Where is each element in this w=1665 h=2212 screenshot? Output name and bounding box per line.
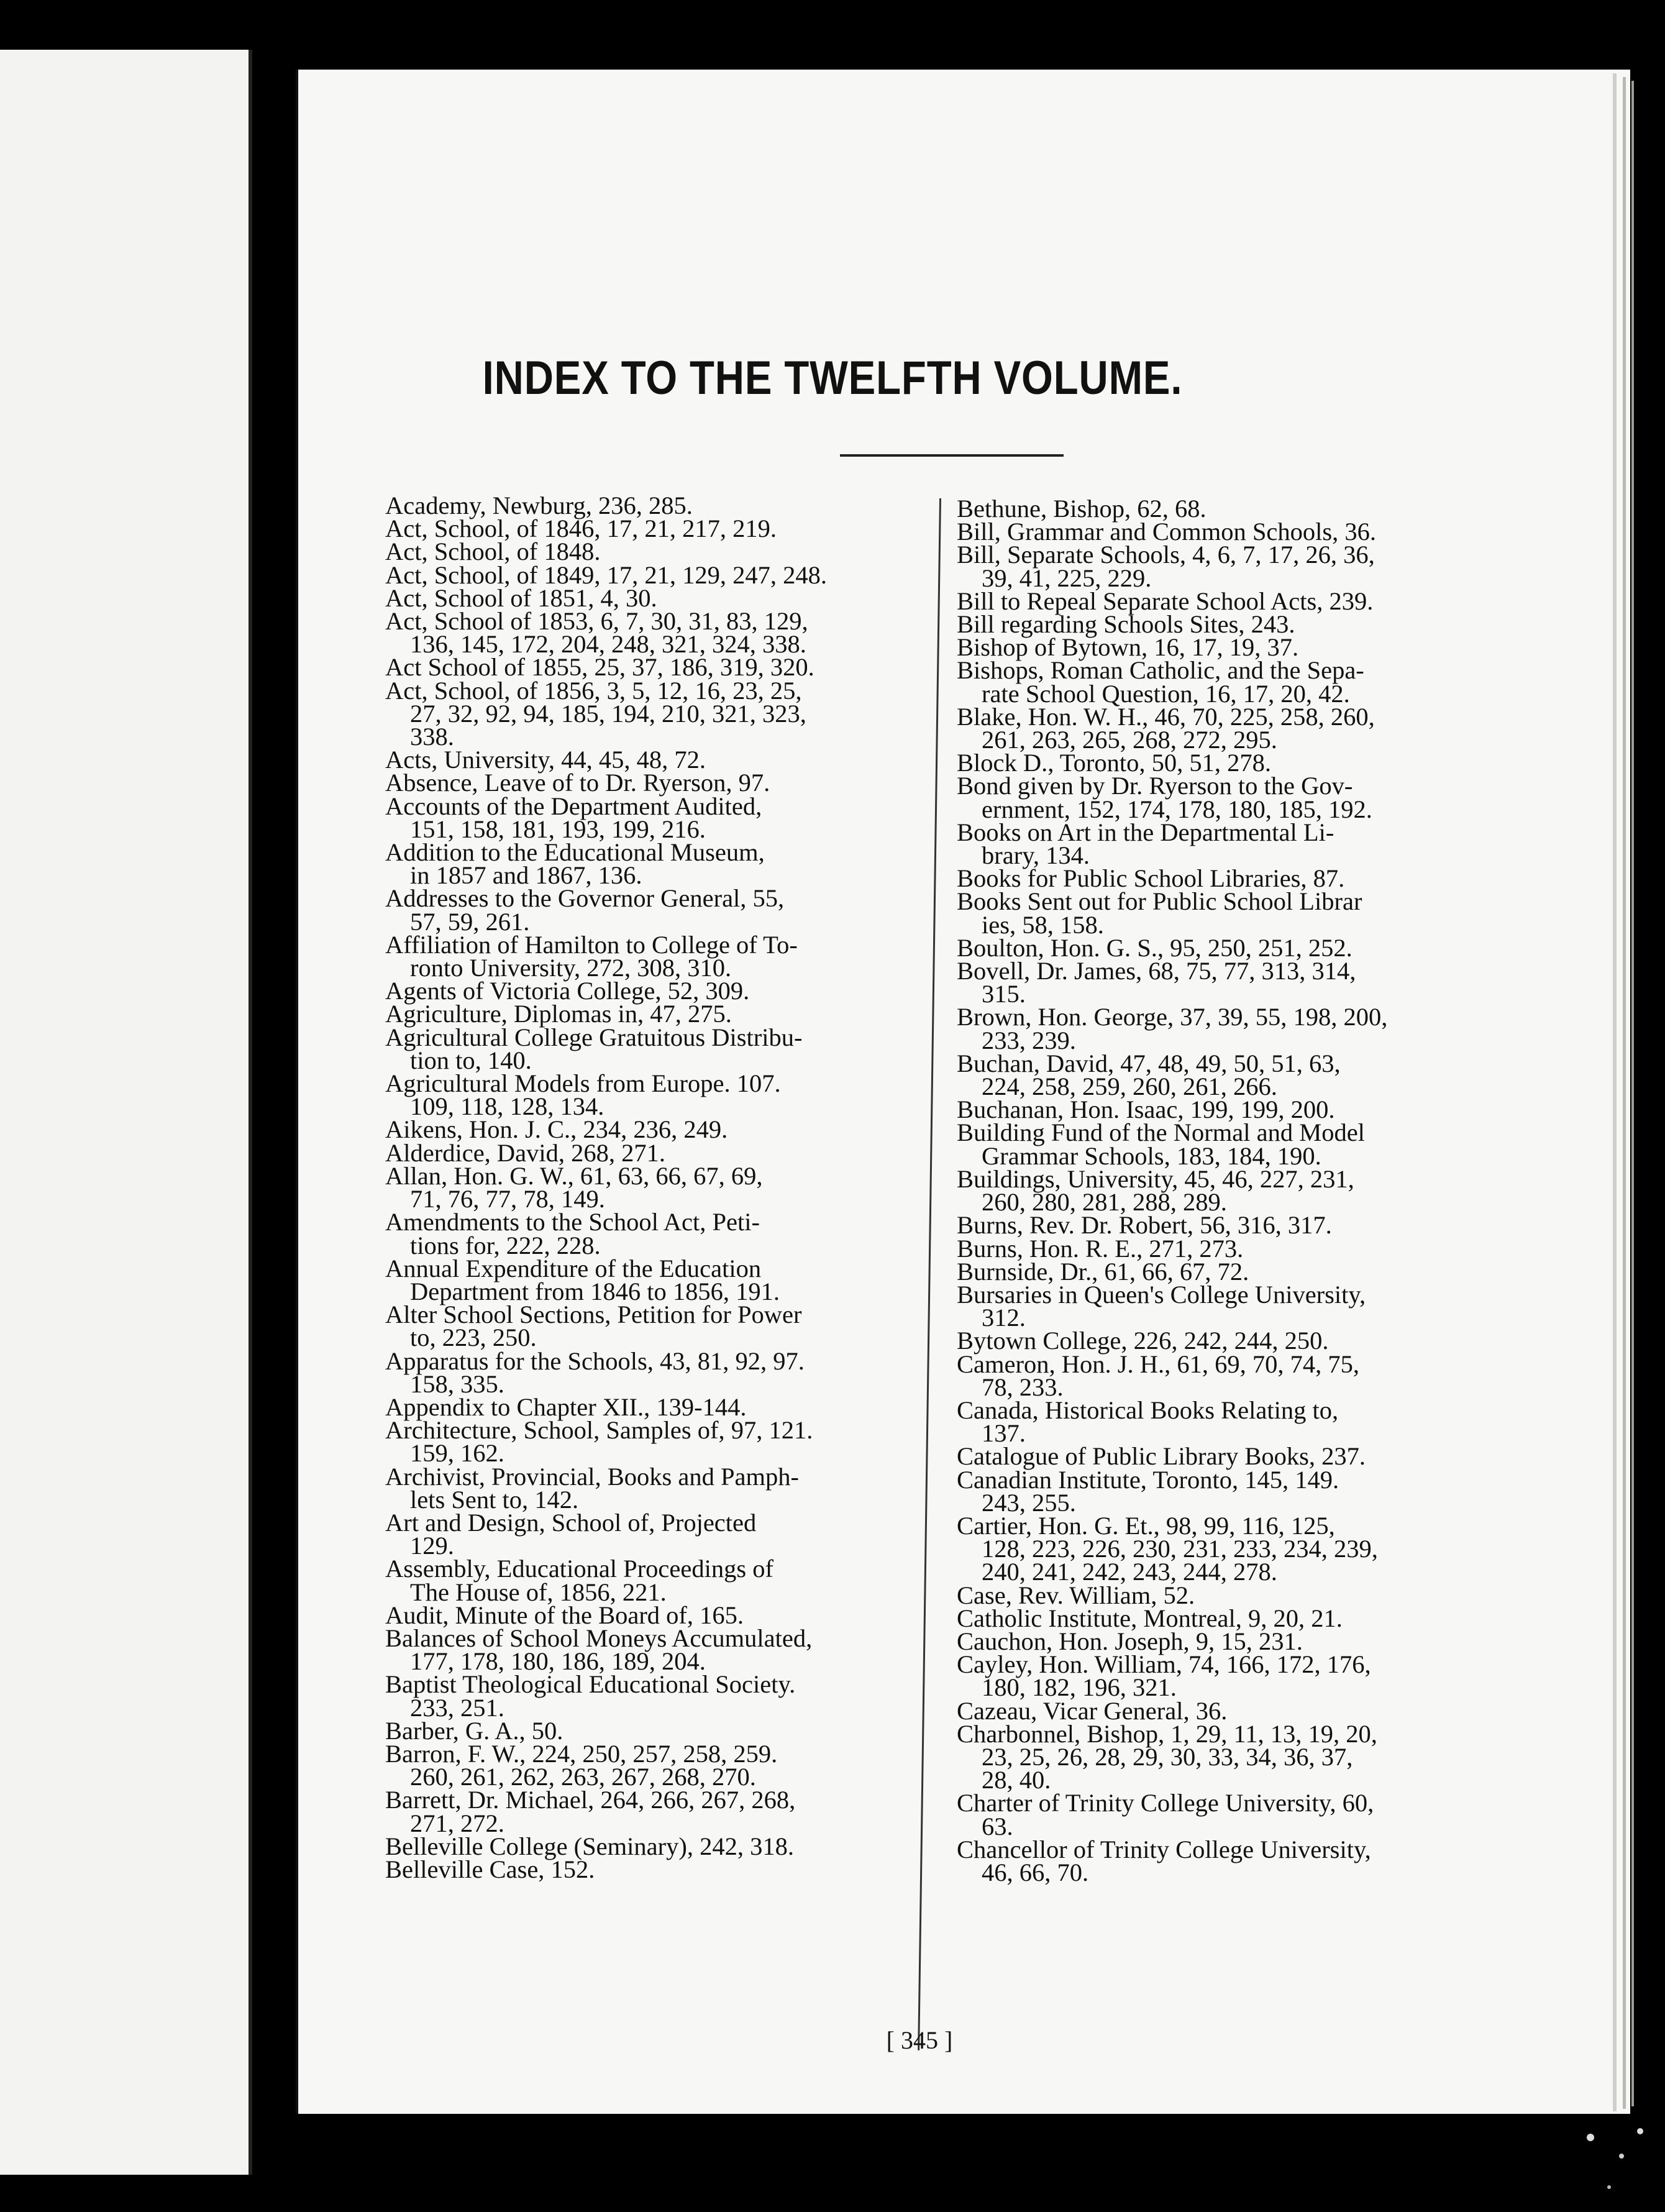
index-entry-line: rate School Question, 16, 17, 20, 42. — [982, 679, 1350, 708]
index-entry-line: ronto University, 272, 308, 310. — [410, 954, 732, 982]
index-entry-line: Bond given by Dr. Ryerson to the Gov- — [957, 772, 1353, 800]
index-entry — [385, 1023, 963, 1074]
index-entry-line: Audit, Minute of the Board of, 165. — [385, 1601, 744, 1629]
scan-specks — [1566, 2113, 1665, 2212]
index-entry — [385, 1208, 963, 1259]
index-entry — [385, 583, 963, 612]
index-entry-line: 233, 251. — [410, 1693, 504, 1722]
index-entry — [957, 1049, 1535, 1101]
index-entry-line: 128, 223, 226, 230, 231, 233, 234, 239, — [982, 1535, 1378, 1563]
index-entry-line: Burns, Rev. Dr. Robert, 56, 316, 317. — [957, 1211, 1332, 1240]
index-entry-line: 243, 255. — [982, 1488, 1076, 1517]
index-entry-line: Charter of Trinity College University, 60, — [957, 1789, 1374, 1817]
index-entry — [957, 1164, 1535, 1217]
index-entry-line: 27, 32, 92, 94, 185, 194, 210, 321, 323, — [410, 699, 806, 728]
index-entry-line: tions for, 222, 228. — [410, 1231, 601, 1259]
index-entry — [957, 1211, 1535, 1240]
index-entry — [385, 1462, 963, 1514]
index-entry-line: 233, 239. — [982, 1026, 1076, 1054]
index-entry — [957, 1118, 1535, 1170]
book-gutter — [252, 0, 296, 2212]
index-entry — [385, 1416, 963, 1468]
index-entry-line: Absence, Leave of to Dr. Ryerson, 97. — [385, 769, 770, 797]
index-entry — [385, 1115, 963, 1144]
page-edge — [1623, 77, 1626, 2109]
index-entry-line: Bethune, Bishop, 62, 68. — [957, 495, 1207, 523]
index-entry — [385, 560, 963, 589]
index-entry — [385, 1739, 963, 1791]
index-entry — [385, 653, 963, 682]
index-entry — [385, 676, 963, 751]
index-entry-line: 158, 335. — [410, 1369, 504, 1398]
index-entry-line: lets Sent to, 142. — [410, 1485, 579, 1514]
index-entry-line: Annual Expenditure of the Education — [385, 1254, 762, 1282]
index-entry-line: Addresses to the Governor General, 55, — [385, 884, 785, 913]
index-entry-line: Barrett, Dr. Michael, 264, 266, 267, 268, — [385, 1786, 796, 1814]
index-entry-line: Act, School, of 1856, 3, 5, 12, 16, 23, 25, — [385, 676, 802, 705]
index-entry-line: Act, School, of 1849, 17, 21, 129, 247, 248. — [385, 560, 827, 589]
index-entry — [957, 1396, 1535, 1448]
index-entry-line: Belleville Case, 152. — [385, 1855, 595, 1883]
index-entry — [385, 1832, 963, 1860]
index-entry — [957, 1442, 1535, 1471]
index-entry-line: 260, 280, 281, 288, 289. — [982, 1188, 1227, 1217]
index-entry — [385, 1508, 963, 1560]
index-entry — [385, 1346, 963, 1398]
index-entry-line: 28, 40. — [982, 1766, 1051, 1794]
index-column-left — [385, 491, 963, 1883]
index-entry — [385, 838, 963, 890]
index-entry — [957, 1581, 1535, 1609]
index-entry — [957, 518, 1535, 546]
index-entry-line: Burns, Hon. R. E., 271, 273. — [957, 1234, 1244, 1263]
index-entry-line: in 1857 and 1867, 136. — [410, 861, 642, 890]
index-entry-line: Bill, Separate Schools, 4, 6, 7, 17, 26, 36, — [957, 541, 1375, 569]
index-entry-line: Block D., Toronto, 50, 51, 278. — [957, 749, 1272, 777]
index-entry-line: Bursaries in Queen's College University, — [957, 1280, 1366, 1309]
index-entry-line: Buchan, David, 47, 48, 49, 50, 51, 63, — [957, 1049, 1341, 1077]
index-entry-line: The House of, 1856, 221. — [410, 1578, 667, 1606]
index-entry-line: 312. — [982, 1304, 1026, 1332]
index-entry-line: Agricultural College Gratuitous Distribu- — [385, 1023, 803, 1051]
index-entry-line: Accounts of the Department Audited, — [385, 792, 762, 820]
index-entry-line: 261, 263, 265, 268, 272, 295. — [982, 726, 1277, 754]
index-entry-line: 180, 182, 196, 321. — [982, 1673, 1177, 1702]
page-title: INDEX TO THE TWELFTH VOLUME. — [482, 352, 1183, 404]
index-entry-line: Buildings, University, 45, 46, 227, 231, — [957, 1164, 1354, 1193]
index-entry — [385, 1624, 963, 1676]
index-entry-line: Baptist Theological Educational Society. — [385, 1670, 796, 1699]
index-entry-line: Act, School of 1853, 6, 7, 30, 31, 83, 129, — [385, 607, 808, 636]
index-entry — [385, 1670, 963, 1722]
index-entry — [957, 1234, 1535, 1263]
index-entry — [957, 495, 1535, 523]
index-entry-line: Grammar Schools, 183, 184, 190. — [982, 1141, 1321, 1170]
index-entry — [385, 1601, 963, 1629]
index-entry-line: 159, 162. — [410, 1439, 504, 1468]
index-entry — [957, 1095, 1535, 1124]
index-entry — [385, 1786, 963, 1837]
index-entry-line: Brown, Hon. George, 37, 39, 55, 198, 200, — [957, 1003, 1388, 1031]
index-entry-line: Charbonnel, Bishop, 1, 29, 11, 13, 19, 20, — [957, 1719, 1377, 1748]
index-entry-line: 137. — [982, 1419, 1026, 1448]
index-entry-line: Bill regarding Schools Sites, 243. — [957, 610, 1295, 639]
index-entry-line: Boulton, Hon. G. S., 95, 250, 251, 252. — [957, 933, 1353, 962]
index-entry-line: Bovell, Dr. James, 68, 75, 77, 313, 314, — [957, 957, 1356, 985]
index-entry-line: Act, School of 1851, 4, 30. — [385, 583, 657, 612]
index-entry-line: ies, 58, 158. — [982, 910, 1104, 939]
index-entry — [957, 1627, 1535, 1655]
index-entry-line: 151, 158, 181, 193, 199, 216. — [410, 815, 706, 843]
index-entry — [385, 1855, 963, 1883]
index-entry-line: Amendments to the School Act, Peti- — [385, 1208, 760, 1236]
index-entry-line: 46, 66, 70. — [982, 1858, 1089, 1886]
index-entry-line: Cameron, Hon. J. H., 61, 69, 70, 74, 75, — [957, 1350, 1359, 1378]
index-entry — [385, 1138, 963, 1167]
index-entry-line: Building Fund of the Normal and Model — [957, 1118, 1365, 1147]
index-entry-line: Blake, Hon. W. H., 46, 70, 225, 258, 260, — [957, 702, 1375, 731]
index-entry-line: Cauchon, Hon. Joseph, 9, 15, 231. — [957, 1627, 1303, 1655]
index-entry-line: Assembly, Educational Proceedings of — [385, 1555, 773, 1583]
index-entry-line: Cayley, Hon. William, 74, 166, 172, 176, — [957, 1650, 1371, 1679]
index-entry-line: Architecture, School, Samples of, 97, 121. — [385, 1416, 813, 1445]
index-entry — [385, 884, 963, 936]
index-entry — [385, 769, 963, 797]
index-entry-line: 260, 261, 262, 263, 267, 268, 270. — [410, 1763, 756, 1791]
index-entry — [385, 537, 963, 566]
index-entry — [385, 930, 963, 982]
index-entry — [957, 772, 1535, 823]
index-entry-line: Books for Public School Libraries, 87. — [957, 864, 1345, 893]
index-entry-line: Department from 1846 to 1856, 191. — [410, 1277, 780, 1305]
title-rule — [840, 454, 1064, 457]
index-entry-line: Burnside, Dr., 61, 66, 67, 72. — [957, 1257, 1249, 1286]
index-entry — [385, 491, 963, 519]
index-entry-line: Academy, Newburg, 236, 285. — [385, 491, 693, 519]
index-entry — [957, 1327, 1535, 1355]
index-entry — [385, 514, 963, 543]
index-entry — [957, 702, 1535, 754]
index-entry-line: 78, 233. — [982, 1373, 1064, 1401]
index-entry-line: 136, 145, 172, 204, 248, 321, 324, 338. — [410, 630, 806, 659]
index-entry-line: 240, 241, 242, 243, 244, 278. — [982, 1558, 1277, 1586]
index-entry — [385, 1716, 963, 1745]
index-entry-line: 57, 59, 261. — [410, 907, 530, 936]
index-entry — [957, 633, 1535, 662]
index-entry — [957, 1465, 1535, 1517]
index-entry-line: tion to, 140. — [410, 1046, 532, 1074]
index-entry-line: Aikens, Hon. J. C., 234, 236, 249. — [385, 1115, 728, 1144]
index-entry-line: 39, 41, 225, 229. — [982, 564, 1152, 592]
index-entry — [957, 749, 1535, 777]
index-entry-line: Addition to the Educational Museum, — [385, 838, 765, 867]
index-entry — [385, 1300, 963, 1352]
index-entry-line: Cazeau, Vicar General, 36. — [957, 1696, 1228, 1725]
index-entry — [385, 977, 963, 1005]
index-entry-line: Cartier, Hon. G. Et., 98, 99, 116, 125, — [957, 1511, 1335, 1540]
index-entry — [957, 1650, 1535, 1702]
index-entry — [957, 610, 1535, 639]
index-entry — [385, 1069, 963, 1121]
index-entry-line: Agriculture, Diplomas in, 47, 275. — [385, 1000, 732, 1028]
index-entry — [385, 792, 963, 843]
index-entry-line: 63. — [982, 1812, 1013, 1840]
index-entry-line: Art and Design, School of, Projected — [385, 1508, 757, 1537]
index-entry-line: Archivist, Provincial, Books and Pamph- — [385, 1462, 799, 1491]
index-entry-line: 271, 272. — [410, 1809, 504, 1837]
index-entry-line: 315. — [982, 980, 1026, 1008]
index-entry-line: Apparatus for the Schools, 43, 81, 92, 97. — [385, 1346, 805, 1375]
index-entry-line: Agricultural Models from Europe. 107. — [385, 1069, 781, 1098]
index-entry-line: Bishops, Roman Catholic, and the Sepa- — [957, 656, 1364, 685]
index-entry-line: Alter School Sections, Petition for Power — [385, 1300, 802, 1329]
index-entry — [957, 1604, 1535, 1632]
index-entry-line: Affiliation of Hamilton to College of To- — [385, 930, 798, 959]
index-entry-line: Case, Rev. William, 52. — [957, 1581, 1195, 1609]
index-entry-line: Act, School, of 1846, 17, 21, 217, 219. — [385, 514, 777, 543]
index-entry — [957, 541, 1535, 592]
index-entry — [385, 607, 963, 659]
index-entry — [957, 1719, 1535, 1794]
index-entry-line: Catalogue of Public Library Books, 237. — [957, 1442, 1366, 1471]
index-entry — [957, 1789, 1535, 1840]
index-entry — [385, 1161, 963, 1213]
index-entry-line: Bill to Repeal Separate School Acts, 239. — [957, 587, 1374, 615]
index-entry — [957, 1350, 1535, 1401]
index-entry-line: brary, 134. — [982, 841, 1090, 870]
index-entry-line: to, 223, 250. — [410, 1323, 537, 1352]
page-number: [ 345 ] — [886, 2026, 953, 2054]
index-entry-line: Allan, Hon. G. W., 61, 63, 66, 67, 69, — [385, 1161, 763, 1190]
index-entry-line: Belleville College (Seminary), 242, 318. — [385, 1832, 794, 1860]
index-entry-line: Appendix to Chapter XII., 139-144. — [385, 1392, 747, 1421]
index-entry-line: 177, 178, 180, 186, 189, 204. — [410, 1647, 706, 1676]
index-entry-line: 224, 258, 259, 260, 261, 266. — [982, 1072, 1277, 1101]
index-entry — [385, 1555, 963, 1606]
index-entry — [957, 1696, 1535, 1725]
index-entry-line: 109, 118, 128, 134. — [410, 1092, 604, 1121]
index-entry-line: ernment, 152, 174, 178, 180, 185, 192. — [982, 795, 1372, 823]
index-entry — [385, 746, 963, 774]
index-entry — [957, 587, 1535, 615]
index-entry-line: Bill, Grammar and Common Schools, 36. — [957, 518, 1376, 546]
index-entry — [957, 1257, 1535, 1286]
index-entry-line: Balances of School Moneys Accumulated, — [385, 1624, 813, 1652]
index-entry — [385, 1000, 963, 1028]
index-entry — [957, 1280, 1535, 1332]
page-edge — [1613, 73, 1617, 2111]
index-entry-line: Agents of Victoria College, 52, 309. — [385, 977, 750, 1005]
index-column-right — [957, 497, 1535, 1884]
index-entry-line: Barron, F. W., 224, 250, 257, 258, 259. — [385, 1739, 778, 1768]
index-entry-line: Bytown College, 226, 242, 244, 250. — [957, 1327, 1329, 1355]
index-entry-line: 129. — [410, 1532, 454, 1560]
page-edge — [1631, 81, 1634, 2106]
index-entry-line: Canadian Institute, Toronto, 145, 149. — [957, 1465, 1339, 1494]
index-entry — [957, 1003, 1535, 1054]
index-entry-line: 71, 76, 77, 78, 149. — [410, 1185, 605, 1213]
index-entry-line: Books on Art in the Departmental Li- — [957, 818, 1334, 846]
index-entry-line: Bishop of Bytown, 16, 17, 19, 37. — [957, 633, 1299, 662]
index-entry-line: Canada, Historical Books Relating to, — [957, 1396, 1339, 1424]
index-entry — [385, 1254, 963, 1305]
index-entry — [957, 887, 1535, 939]
index-entry-line: Catholic Institute, Montreal, 9, 20, 21. — [957, 1604, 1343, 1632]
index-entry-line: Act, School, of 1848. — [385, 537, 601, 566]
index-entry — [957, 818, 1535, 870]
index-entry — [385, 1392, 963, 1421]
index-entry-line: Buchanan, Hon. Isaac, 199, 199, 200. — [957, 1095, 1335, 1124]
index-entry — [957, 1835, 1535, 1886]
index-entry-line: 23, 25, 26, 28, 29, 30, 33, 34, 36, 37, — [982, 1742, 1353, 1771]
index-entry-line: Chancellor of Trinity College University, — [957, 1835, 1371, 1863]
index-entry — [957, 933, 1535, 962]
index-entry-line: Acts, University, 44, 45, 48, 72. — [385, 746, 706, 774]
index-entry — [957, 864, 1535, 893]
index-entry-line: Alderdice, David, 268, 271. — [385, 1138, 666, 1167]
index-entry — [957, 1511, 1535, 1586]
index-entry-line: Books Sent out for Public School Librar — [957, 887, 1362, 916]
index-entry — [957, 656, 1535, 708]
index-entry-line: Barber, G. A., 50. — [385, 1716, 563, 1745]
index-entry — [957, 957, 1535, 1008]
index-entry-line: Act School of 1855, 25, 37, 186, 319, 320. — [385, 653, 814, 682]
index-entry-line: 338. — [410, 723, 454, 751]
